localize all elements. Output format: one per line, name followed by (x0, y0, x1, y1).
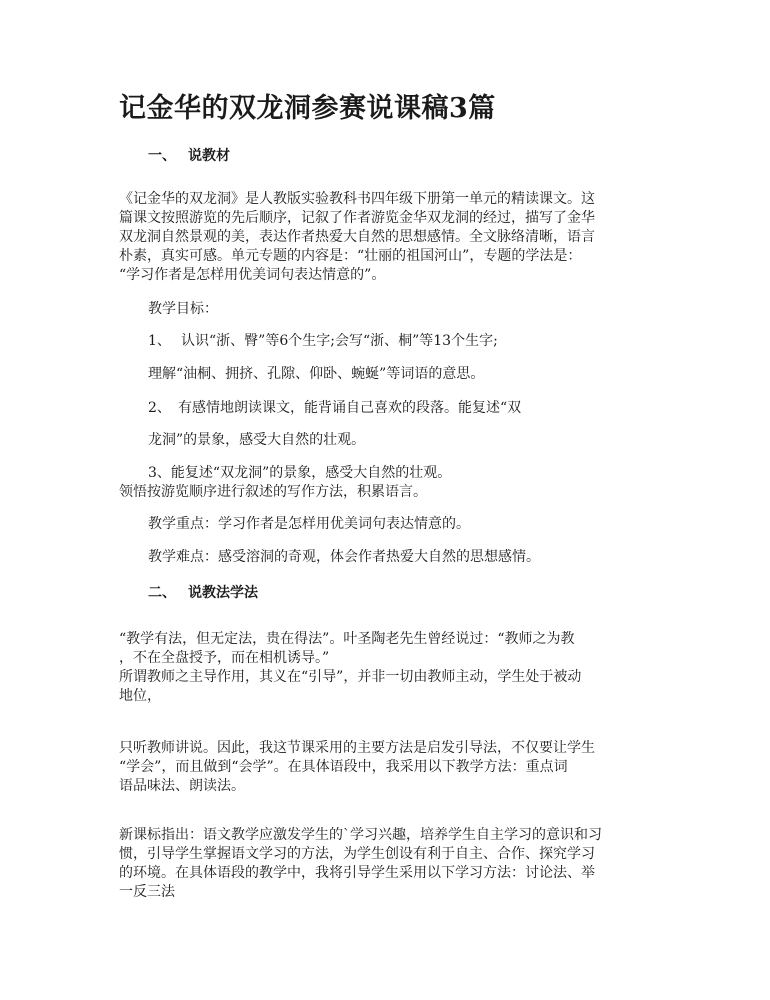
paragraph-line: 的环境。在具体语段的教学中，我将引导学生采用以下学习方法：讨论法、举 (119, 865, 595, 881)
section-heading-1 (148, 145, 230, 165)
paragraph-line: “学习作者是怎样用优美词句表达情意的”。 (119, 267, 386, 283)
section-number: 二、 (148, 585, 176, 601)
goal-item-2 (148, 399, 521, 418)
goal-item-1 (148, 332, 498, 351)
paragraph-line: “学会”，而且做到“会学”。在具体语段中，我采用以下教学方法：重点词 (119, 759, 568, 775)
goals-label: 教学目标： (148, 301, 218, 317)
method-paragraph-1 (119, 630, 659, 706)
paragraph-line: 朴素，真实可感。单元专题的内容是：“壮丽的祖国河山”，专题的学法是： (119, 248, 582, 264)
document-title: 记金华的双龙洞参赛说课稿3篇 (119, 93, 496, 124)
section-number: 一、 (148, 148, 176, 164)
paragraph-line: 领悟按游览顺序进行叙述的写作方法，积累语言。 (119, 484, 427, 500)
goal-text: 认识“浙、臀”等6个生字;会写“浙、桐”等13个生字; (181, 333, 498, 349)
paragraph-line: 一反三法 (119, 884, 175, 900)
goal-number: 2、 (148, 400, 171, 416)
goal-item-3-continued (119, 483, 659, 502)
difficulty-point: 教学难点：感受溶洞的奇观，体会作者热爱大自然的思想感情。 (148, 549, 540, 565)
goal-item-2-continued: 龙洞”的景象，感受大自然的壮观。 (148, 432, 366, 448)
section-heading-2 (148, 582, 258, 602)
paragraph-line: ，不在全盘授予，而在相机诱导。” (119, 650, 330, 666)
paragraph-line: 所谓教师之主导作用，其义在“引导”，并非一切由教师主动，学生处于被动 (119, 669, 582, 685)
intro-paragraph (119, 190, 659, 285)
paragraph-line: 篇课文按照游览的先后顺序，记叙了作者游览金华双龙洞的经过，描写了金华 (119, 210, 595, 226)
paragraph-line: 新课标指出：语文教学应激发学生的`学习兴趣，培养学生自主学习的意识和习 (119, 827, 602, 843)
paragraph-line: “教学有法，但无定法，贵在得法”。叶圣陶老先生曾经说过：“教师之为教 (119, 631, 575, 647)
paragraph-line: 《记金华的双龙洞》是人教版实验教科书四年级下册第一单元的精读课文。这 (119, 191, 595, 207)
goal-number: 1、 (148, 333, 171, 349)
goal-text: 有感情地朗读课文，能背诵自己喜欢的段落。能复述“双 (178, 400, 522, 416)
section-label: 说教法学法 (188, 585, 258, 601)
paragraph-line: 语品味法、朗读法。 (119, 778, 245, 794)
method-paragraph-2 (119, 739, 659, 796)
method-paragraph-3 (119, 826, 659, 902)
paragraph-line: 地位， (119, 688, 161, 704)
paragraph-line: 双龙洞自然景观的美，表达作者热爱大自然的思想感情。全文脉络清晰，语言 (119, 229, 595, 245)
paragraph-line: 只听教师讲说。因此，我这节课采用的主要方法是启发引导法，不仅要让学生 (119, 740, 595, 756)
goal-item-3: 3、能复述“双龙洞”的景象，感受大自然的壮观。 (148, 465, 452, 481)
goal-item-1-continued: 理解“油桐、拥挤、孔隙、仰卧、蜿蜒”等词语的意思。 (148, 366, 485, 382)
paragraph-line: 惯，引导学生掌握语文学习的方法，为学生创设有利于自主、合作、探究学习 (119, 846, 595, 862)
key-point: 教学重点：学习作者是怎样用优美词句表达情意的。 (148, 516, 470, 532)
section-label: 说教材 (188, 148, 230, 164)
